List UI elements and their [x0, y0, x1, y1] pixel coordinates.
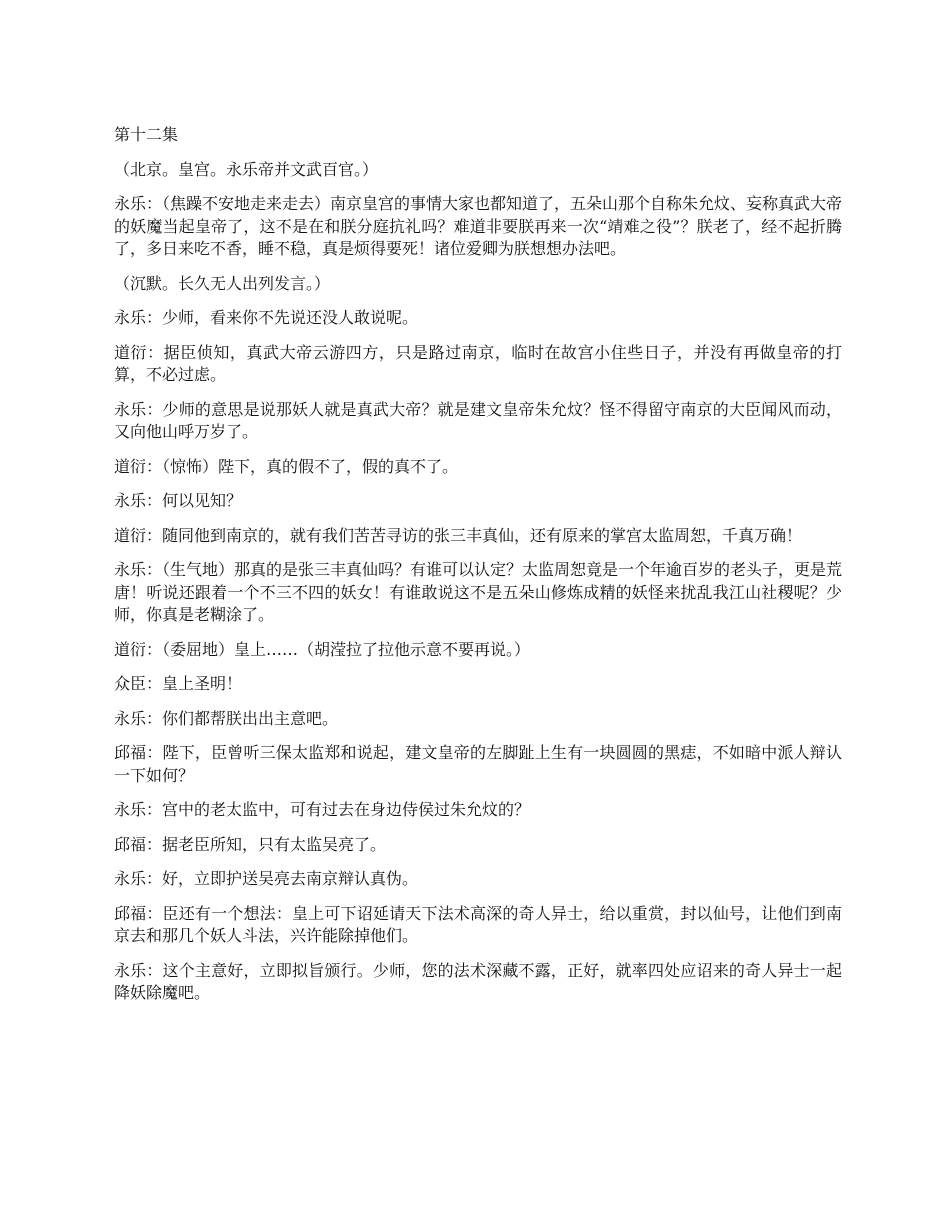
document-body: [114, 124, 842, 1017]
paragraph: 永乐：（生气地）那真的是张三丰真仙吗？有谁可以认定？太监周恕竟是一个年逾百岁的老头子，更是荒唐！听说还跟着一个不三不四的妖女！有谁敢说这不是五朵山修炼成精的妖怪来扰乱我江山社稷呢？少师，你真是老糊涂了。: [114, 560, 843, 624]
paragraph: 永乐：何以见知？: [114, 491, 243, 510]
paragraph: 道衍：（委屈地）皇上……（胡滢拉了拉他示意不要再说。）: [114, 639, 531, 659]
paragraph: 永乐：好，立即护送吴亮去南京辩认真伪。: [114, 869, 419, 888]
paragraph: 永乐：少师，看来你不先说还没人敢说呢。: [114, 308, 419, 327]
paragraph: 邱福：陛下，臣曾听三保太监郑和说起，建文皇帝的左脚趾上生有一块圆圆的黑痣，不如暗中派人辩认一下如何？: [114, 743, 842, 785]
episode-title: 第十二集: [114, 125, 179, 144]
paragraph: 永乐：宫中的老太监中，可有过去在身边侍侯过朱允炆的？: [114, 800, 531, 819]
paragraph: 永乐：（焦躁不安地走来走去）南京皇宫的事情大家也都知道了，五朵山那个自称朱允炆、妄称真武大帝的妖魔当起皇帝了，这不是在和朕分庭抗礼吗？难道非要朕再来一次“靖难之役”？朕老了，经不起折腾了，多日来吃不香，睡不稳，真是烦得要死！诸位爱卿为朕想想办法吧。: [114, 194, 843, 258]
paragraph: 道衍：随同他到南京的，就有我们苦苦寻访的张三丰真仙，还有原来的掌宫太监周恕，千真万确！: [114, 525, 803, 545]
paragraph: 道衍：（惊怖）陛下，真的假不了，假的真不了。: [114, 456, 459, 476]
paragraph: 永乐：少师的意思是说那妖人就是真武大帝？就是建文皇帝朱允炆？怪不得留守南京的大臣闻风而动，又向他山呼万岁了。: [114, 399, 842, 441]
paragraph: （北京。皇宫。永乐帝并文武百官。）: [114, 159, 379, 179]
paragraph: 众臣：皇上圣明！: [114, 674, 243, 693]
paragraph: 永乐：这个主意好，立即拟旨颁行。少师，您的法术深藏不露，正好，就率四处应诏来的奇人异士一起降妖除魔吧。: [114, 960, 842, 1002]
paragraph: 永乐：你们都帮朕出出主意吧。: [114, 708, 339, 728]
paragraph: （沉默。长久无人出列发言。）: [114, 273, 331, 293]
paragraph: 道衍：据臣侦知，真武大帝云游四方，只是路过南京，临时在故宫小住些日子，并没有再做皇帝的打算，不必过虑。: [114, 342, 842, 384]
paragraph: 邱福：据老臣所知，只有太监吴亮了。: [114, 834, 387, 854]
paragraph: 邱福：臣还有一个想法：皇上可下诏延请天下法术高深的奇人异士，给以重赏，封以仙号，让他们到南京去和那几个妖人斗法，兴许能除掉他们。: [114, 903, 842, 945]
